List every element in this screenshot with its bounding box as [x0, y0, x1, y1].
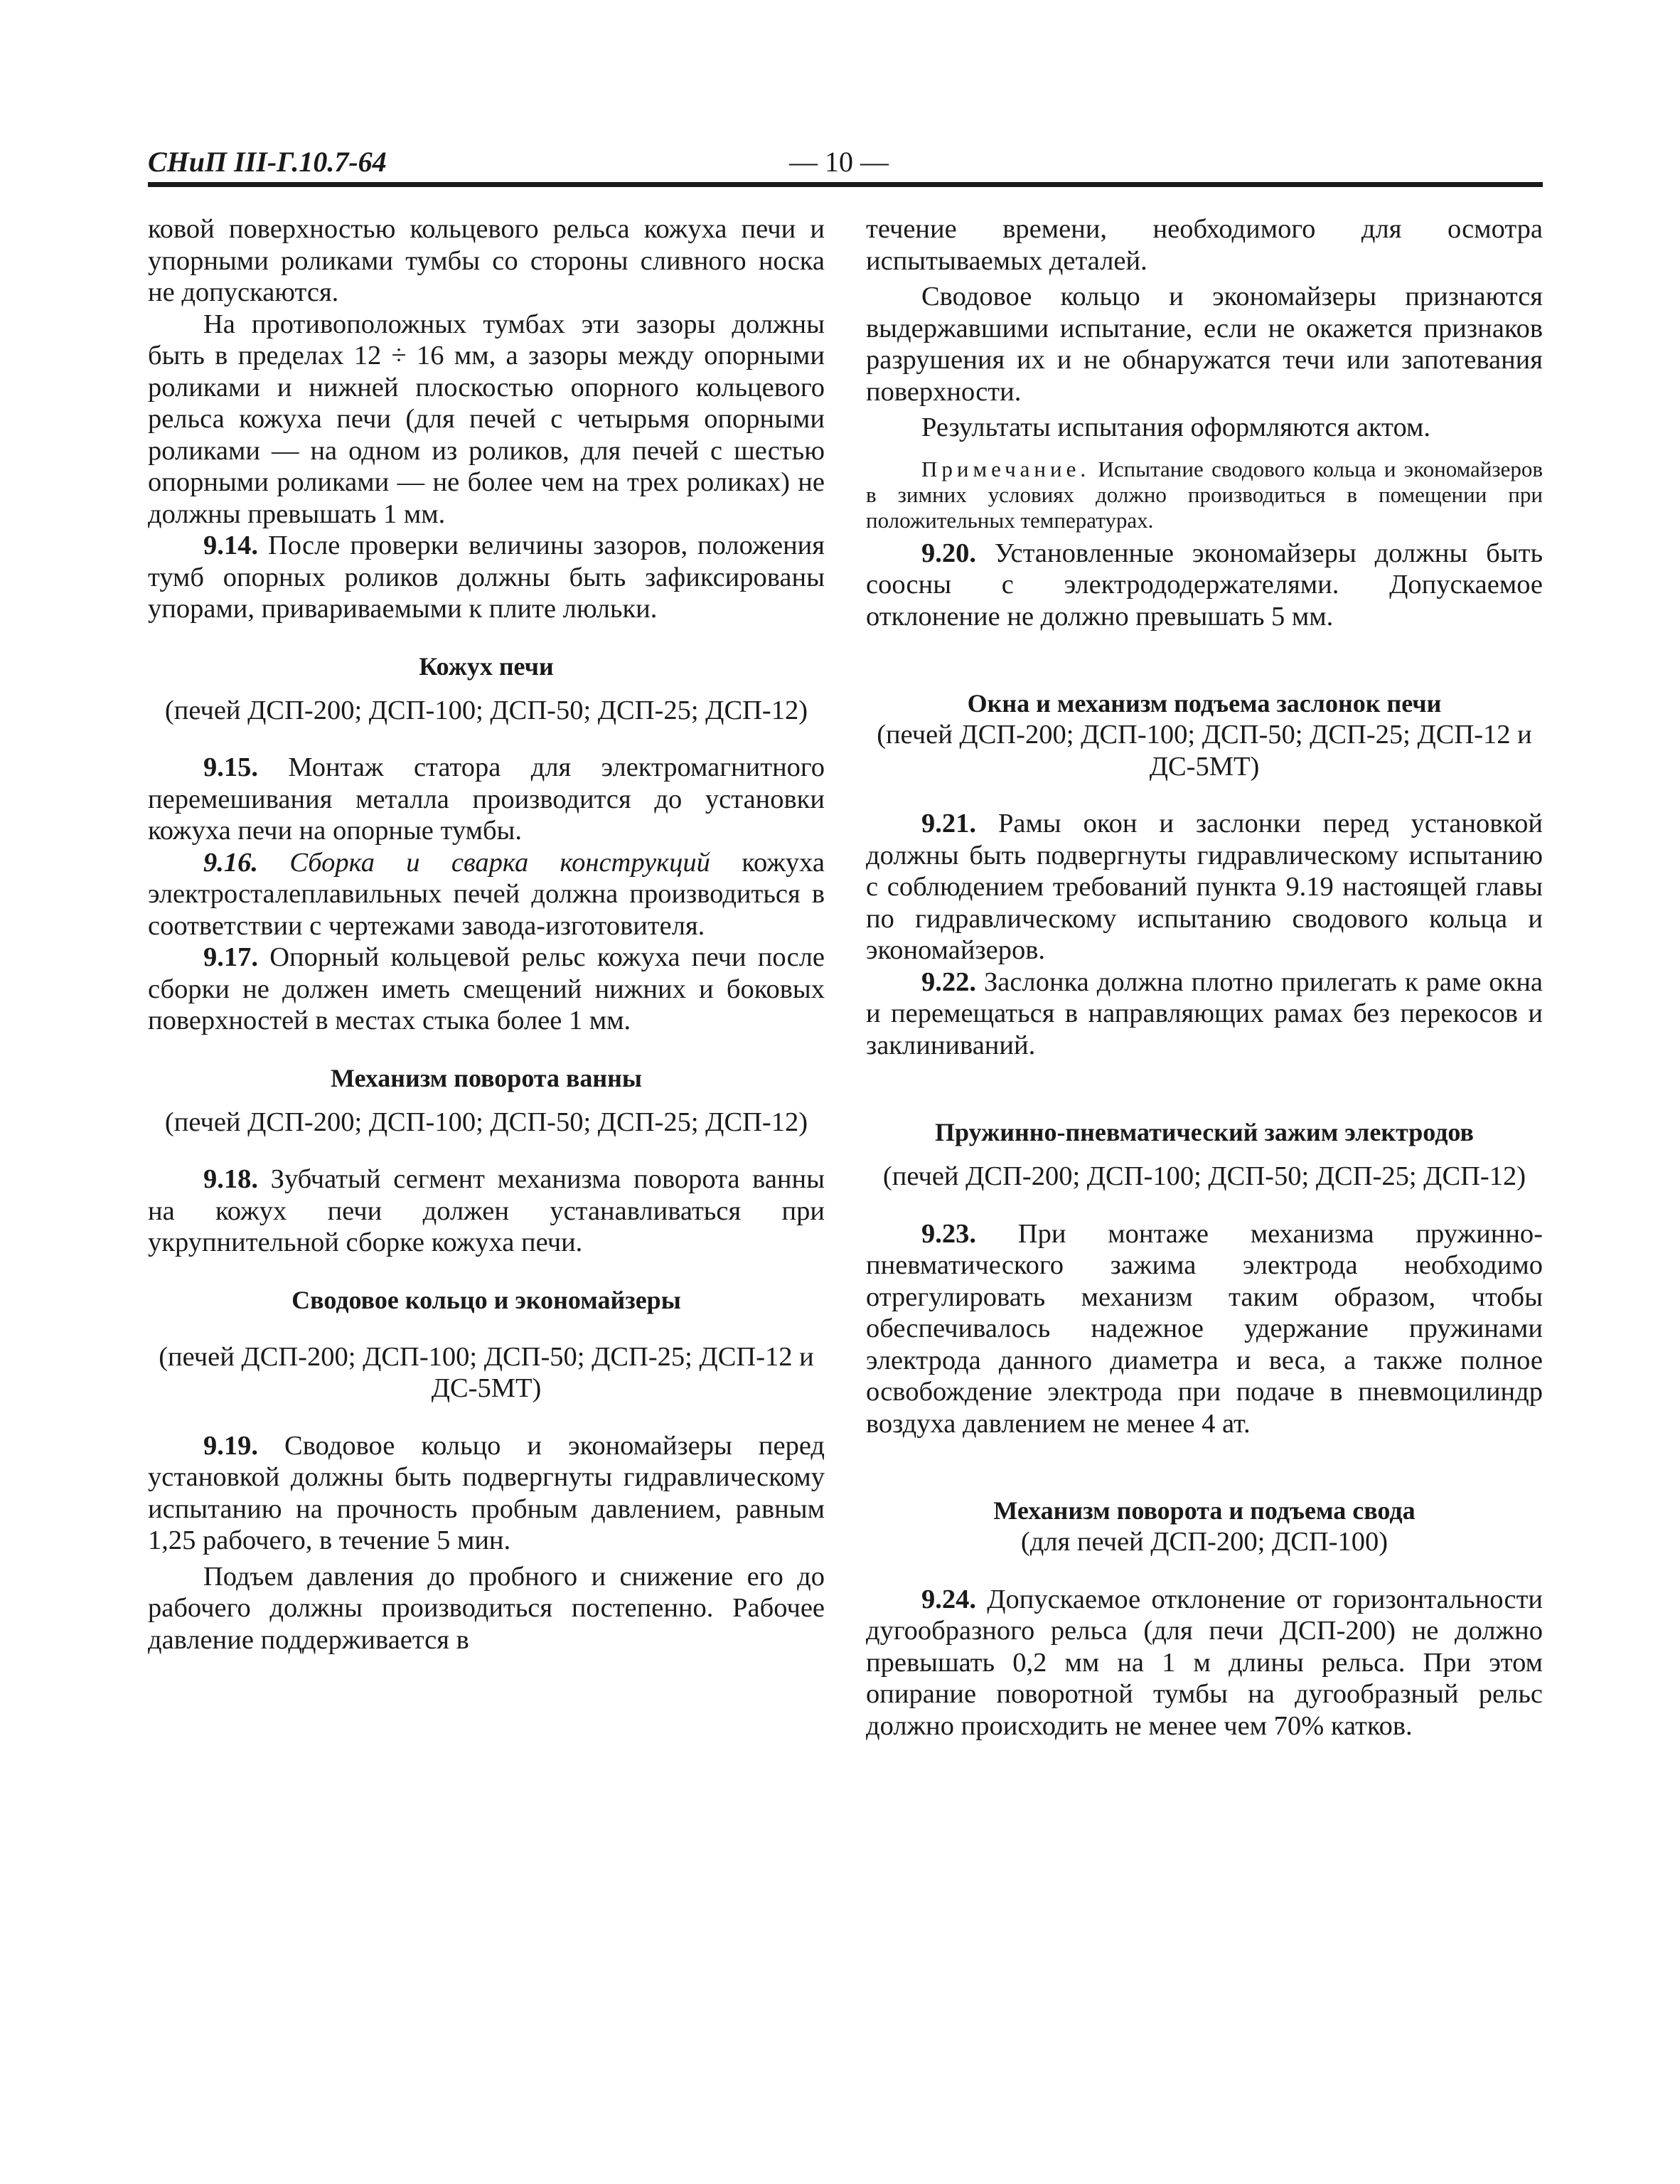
- clause-text: Монтаж статора для электромагнитного перемешивания металла производится до установки кожуха печи на опорные тумбы.: [148, 752, 825, 846]
- paragraph: На противоположных тумбах эти зазоры должны быть в пределах 12 ÷ 16 мм, а зазоры между опорными роликами и нижней плоскостью опорного кольцевого рельса кожуха печи (для печей с четырьмя опорными роликами — на одном из роликов, для печей с шестью опорными роликами — не более чем на трех роликах) не должны превышать 1 мм.: [148, 309, 825, 529]
- section-heading: Пружинно-пневматический зажим электродов: [935, 1118, 1474, 1146]
- section-subtitle: (печей ДСП-200; ДСП-100; ДСП-50; ДСП-25; ДСП-12 и ДС-5МТ): [159, 1341, 814, 1403]
- section-heading: Механизм поворота и подъема свода: [993, 1496, 1416, 1525]
- clause-text: При монтаже механизма пружинно-пневматического зажима электрода необходимо отрегулировать механизм таким образом, чтобы обеспечивалось надежное удержание пружинами электрода данного диаметра и веса, а также полное освобождение электрода при подаче в пневмоцилиндр воздуха давлением не менее 4 ат.: [866, 1218, 1543, 1439]
- section-subtitle: (печей ДСП-200; ДСП-100; ДСП-50; ДСП-25; ДСП-12): [164, 695, 808, 725]
- section-heading: Окна и механизм подъема заслонок печи: [967, 689, 1442, 718]
- clause-text: Установленные экономайзеры должны быть соосны с электрододержателями. Допускаемое отклонение не должно превышать 5 мм.: [866, 538, 1543, 632]
- clause-9-19: [148, 1430, 825, 1557]
- clause-text: Зубчатый сегмент механизма поворота ванны на кожух печи должен устанавливаться при укрупнительной сборке кожуха печи.: [148, 1164, 825, 1257]
- document-code: СНиП III-Г.10.7-64: [148, 146, 387, 178]
- right-column: [866, 213, 1543, 1742]
- paragraph: Сводовое кольцо и экономайзеры признаются выдержавшими испытание, если не окажется признаков разрушения их и не обнаружатся течи или запотевания поверхности.: [866, 282, 1543, 407]
- clause-9-16: [148, 847, 825, 942]
- clause-9-18: [148, 1163, 825, 1259]
- clause-number: 9.14.: [203, 531, 258, 560]
- clause-9-24: [866, 1584, 1543, 1742]
- section-subtitle: (печей ДСП-200; ДСП-100; ДСП-50; ДСП-25; ДСП-12): [882, 1161, 1526, 1191]
- clause-number: 9.22.: [921, 966, 976, 997]
- clause-text: Допускаемое отклонение от горизонтальности дугообразного рельса (для печи ДСП-200) не должно превышать 0,2 мм на 1 м длины рельса. При этом опирание поворотной тумбы на дугообразный рельс должно происходить не менее чем 70% катков.: [866, 1584, 1543, 1741]
- header-rule: [148, 182, 1543, 187]
- clause-text: После проверки величины зазоров, положения тумб опорных роликов должны быть зафиксированы упорами, привариваемыми к плите люльки.: [148, 531, 825, 624]
- note-label: Примечание.: [921, 456, 1091, 481]
- note-text: Испытание сводового кольца и экономайзеров в зимних условиях должно производиться в помещении при положительных температурах.: [866, 456, 1543, 533]
- clause-number: 9.16.: [203, 847, 258, 878]
- section-heading: Кожух печи: [419, 651, 554, 681]
- note: [866, 457, 1543, 533]
- section-subtitle: (для печей ДСП-200; ДСП-100): [1020, 1527, 1389, 1557]
- clause-9-15: [148, 752, 825, 847]
- paragraph: Подъем давления до пробного и снижение его до рабочего должны производиться постепенно. Рабочее давление поддерживается в: [148, 1561, 825, 1655]
- section-heading: Механизм поворота ванны: [331, 1063, 642, 1092]
- clause-9-21: [866, 808, 1543, 966]
- clause-text: кожуха электросталеплавильных печей должна производиться в соответствии с чертежами завода-изготовителя.: [148, 847, 825, 941]
- section-heading: Сводовое кольцо и экономайзеры: [291, 1285, 681, 1314]
- clause-number: 9.24.: [921, 1584, 976, 1614]
- clause-text: Заслонка должна плотно прилегать к раме окна и перемещаться в направляющих рамах без перекосов и заклиниваний.: [866, 966, 1543, 1060]
- paragraph: ковой поверхностью кольцевого рельса кожуха печи и упорными роликами тумбы со стороны сливного носка не допускаются.: [148, 214, 825, 307]
- clause-number: 9.15.: [203, 752, 258, 782]
- clause-text: Опорный кольцевой рельс кожуха печи после сборки не должен иметь смещений нижних и боковых поверхностей в местах стыка более 1 мм.: [148, 942, 825, 1035]
- clause-number: 9.18.: [203, 1164, 258, 1194]
- clause-text: Сводовое кольцо и экономайзеры перед установкой должны быть подвергнуты гидравлическому испытанию на прочность пробным давлением, равным 1,25 рабочего, в течение 5 мин.: [148, 1430, 825, 1555]
- paragraph: течение времени, необходимого для осмотра испытываемых деталей.: [866, 214, 1543, 276]
- section-subtitle: (печей ДСП-200; ДСП-100; ДСП-50; ДСП-25; ДСП-12 и ДС-5МТ): [877, 720, 1532, 782]
- clause-number: 9.17.: [203, 942, 258, 972]
- section-subtitle: (печей ДСП-200; ДСП-100; ДСП-50; ДСП-25; ДСП-12): [164, 1107, 808, 1137]
- paragraph: Результаты испытания оформляются актом.: [921, 412, 1430, 442]
- clause-9-22: [866, 966, 1543, 1062]
- page-number: — 10 —: [789, 146, 889, 178]
- clause-number: 9.19.: [203, 1430, 258, 1461]
- clause-emphasis: Сборка и сварка конструкций: [289, 847, 710, 878]
- clause-9-20: [866, 538, 1543, 633]
- left-column: [148, 213, 825, 1656]
- clause-9-17: [148, 942, 825, 1037]
- clause-text: Рамы окон и заслонки перед установкой должны быть подвергнуты гидравлическому испытанию с соблюдением требований пункта 9.19 настоящей главы по гидравлическому испытанию сводового кольца и экономайзеров.: [866, 809, 1543, 965]
- clause-9-14: [148, 530, 825, 625]
- clause-number: 9.20.: [921, 538, 976, 568]
- clause-number: 9.23.: [921, 1218, 976, 1249]
- clause-9-23: [866, 1218, 1543, 1440]
- clause-number: 9.21.: [921, 809, 976, 838]
